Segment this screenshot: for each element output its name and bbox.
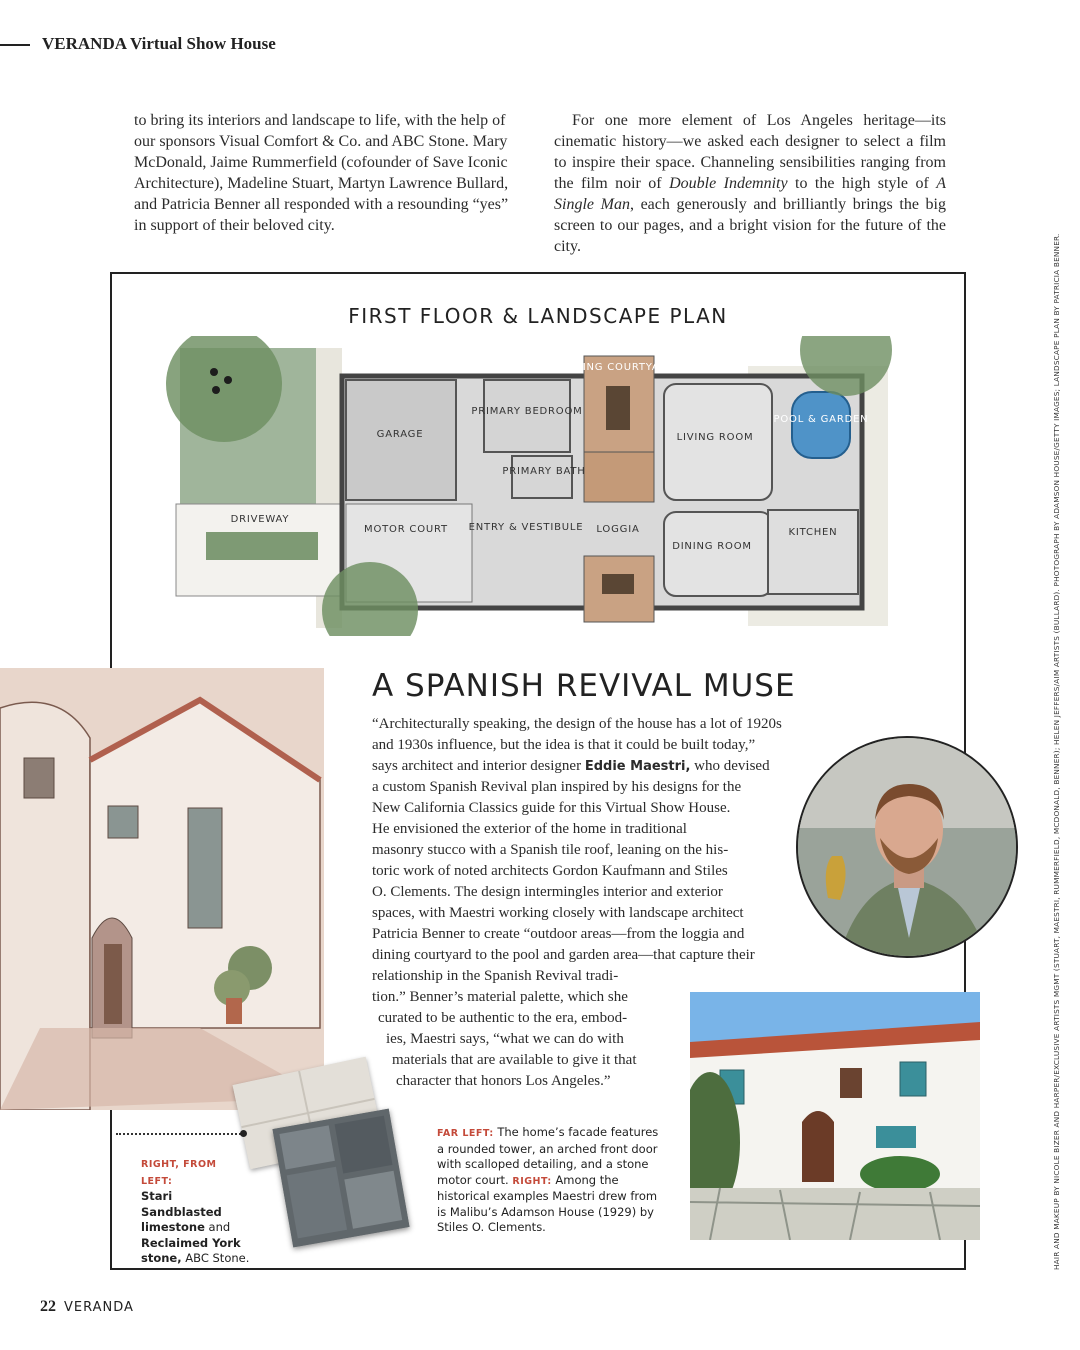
article-text: says architect and interior designer (372, 758, 585, 774)
film-title: Double Indemnity (669, 175, 788, 192)
plan-label-kitchen: KITCHEN (788, 527, 838, 538)
intro-text: For one more element of Los Angeles heritage—its cinematic history—we asked each designer to select a film to inspire their space. Channeling sensibilities ranging from the film noir of (554, 112, 946, 192)
adamson-house-photo (690, 992, 980, 1240)
article-line: materials that are available to give it that (392, 1052, 637, 1068)
caption-text: Among the historical examples Maestri drew from is Malibu’s Adamson House (1929) by Stiles O. Clements. (437, 1172, 658, 1234)
plan-label-entry-vestibule: ENTRY & VESTIBULE (468, 522, 584, 533)
house-photo-image (690, 992, 980, 1240)
article-line: character that honors Los Angeles.” (396, 1073, 611, 1089)
article-line: and 1930s influence, but the idea is that it could be built today,” (372, 737, 756, 753)
article-line: toric work of noted architects Gordon Kaufmann and Stiles (372, 863, 728, 879)
caption-leader-line (116, 1133, 244, 1137)
running-head-title: VERANDA Virtual Show House (42, 34, 276, 53)
photo-credits-text: HAIR AND MAKEUP BY NICOLE BIZER AND HARPER/EXCLUSIVE ARTISTS MGMT (STUART, MAESTRI, RUMMERFIELD, MCDONALD, BENNER); HELEN JEFFERS/AIM ARTISTS (BULLARD). PHOTOGRAPH BY ADAMSON HOUSE/GETTY IMAGES; LANDSCAPE PLAN BY PATRICIA BENNER. (1052, 233, 1061, 1270)
photo-credits (1040, 160, 1070, 1270)
caption-kicker: RIGHT: (512, 1175, 552, 1187)
stone-caption (141, 1156, 251, 1267)
caption-bold: Reclaimed York stone, (141, 1235, 241, 1265)
caption-text: ABC Stone. (181, 1251, 250, 1265)
plan-label-driveway: DRIVEWAY (230, 514, 290, 525)
article-line: dining courtyard to the pool and garden area—that capture their (372, 947, 755, 963)
caption-kicker: FAR LEFT: (437, 1128, 494, 1139)
plan-label-living-room: LIVING ROOM (676, 432, 754, 443)
article-line: spaces, with Maestri working closely with landscape architect (372, 905, 744, 921)
article-line (372, 756, 770, 777)
article-line: relationship in the Spanish Revival tradi- (372, 968, 619, 984)
plan-label-pool-garden: POOL & GARDEN (773, 414, 869, 425)
article-line: He envisioned the exterior of the home in traditional (372, 821, 687, 837)
article-line: O. Clements. The design intermingles interior and exterior (372, 884, 723, 900)
article-line: New California Classics guide for this Virtual Show House. (372, 800, 731, 816)
plan-label-primary-bedroom: PRIMARY BEDROOM (471, 406, 583, 417)
article-line: curated to be authentic to the era, embod- (378, 1010, 628, 1026)
intro-line: and Patricia Benner all responded with a resounding “yes” (134, 196, 509, 213)
article-line: tion.” Benner’s material palette, which she (372, 989, 628, 1005)
article-text: who devised (690, 758, 770, 774)
article-headline: A SPANISH REVIVAL MUSE (372, 668, 796, 704)
york-stone-sample-image (272, 1109, 409, 1248)
intro-line: Architecture), Madeline Stuart, Martyn Lawrence Bullard, (134, 175, 509, 192)
plan-label-dining-courtyard: DINING COURTYARD (562, 362, 676, 373)
intro-line: in support of their beloved city. (134, 217, 335, 234)
caption-kicker: RIGHT, FROM LEFT: (141, 1159, 217, 1187)
intro-line: our sponsors Visual Comfort & Co. and ABC Stone. Mary (134, 133, 508, 150)
page-number: 22 (40, 1298, 56, 1315)
intro-line: McDonald, Jaime Rummerfield (cofounder of Save Iconic (134, 154, 508, 171)
york-stone-sample (272, 1109, 409, 1248)
plan-label-dining-room: DINING ROOM (672, 541, 752, 552)
plan-label-motor-court: MOTOR COURT (364, 524, 448, 535)
plan-title: FIRST FLOOR & LANDSCAPE PLAN (348, 304, 728, 328)
portrait-image (798, 738, 1018, 958)
article-line: Patricia Benner to create “outdoor areas—from the loggia and (372, 926, 745, 942)
photo-caption (437, 1125, 667, 1236)
article-line: “Architecturally speaking, the design of the house has a lot of 1920s (372, 716, 782, 732)
caption-leader-dot (240, 1130, 247, 1137)
designer-name: Eddie Maestri, (584, 759, 691, 774)
article-line: masonry stucco with a Spanish tile roof, leaning on the his- (372, 842, 729, 858)
caption-text: and (204, 1220, 231, 1234)
intro-text: to the high style of (787, 175, 937, 192)
designer-portrait (796, 736, 1018, 958)
folio (40, 1298, 134, 1316)
plan-label-loggia: LOGGIA (596, 524, 640, 535)
article-line: ies, Maestri says, “what we can do with (386, 1031, 624, 1047)
plan-label-primary-bath: PRIMARY BATH (502, 466, 586, 477)
intro-text: , each generously and brilliantly brings the big screen to our pages, and a bright vision for the future of the city. (554, 196, 947, 255)
caption-text: The home’s facade features a rounded tower, an arched front door with scalloped detailing, and a stone motor court. (437, 1125, 659, 1187)
intro-line: to bring its interiors and landscape to life, with the help of (134, 112, 506, 129)
article-line: a custom Spanish Revival plan inspired by his designs for the (372, 779, 742, 795)
magazine-name: VERANDA (64, 1300, 134, 1315)
caption-bold: Stari Sandblasted limestone (141, 1189, 222, 1234)
film-title: A Single Man (554, 175, 947, 213)
plan-label-garage: GARAGE (376, 429, 424, 440)
